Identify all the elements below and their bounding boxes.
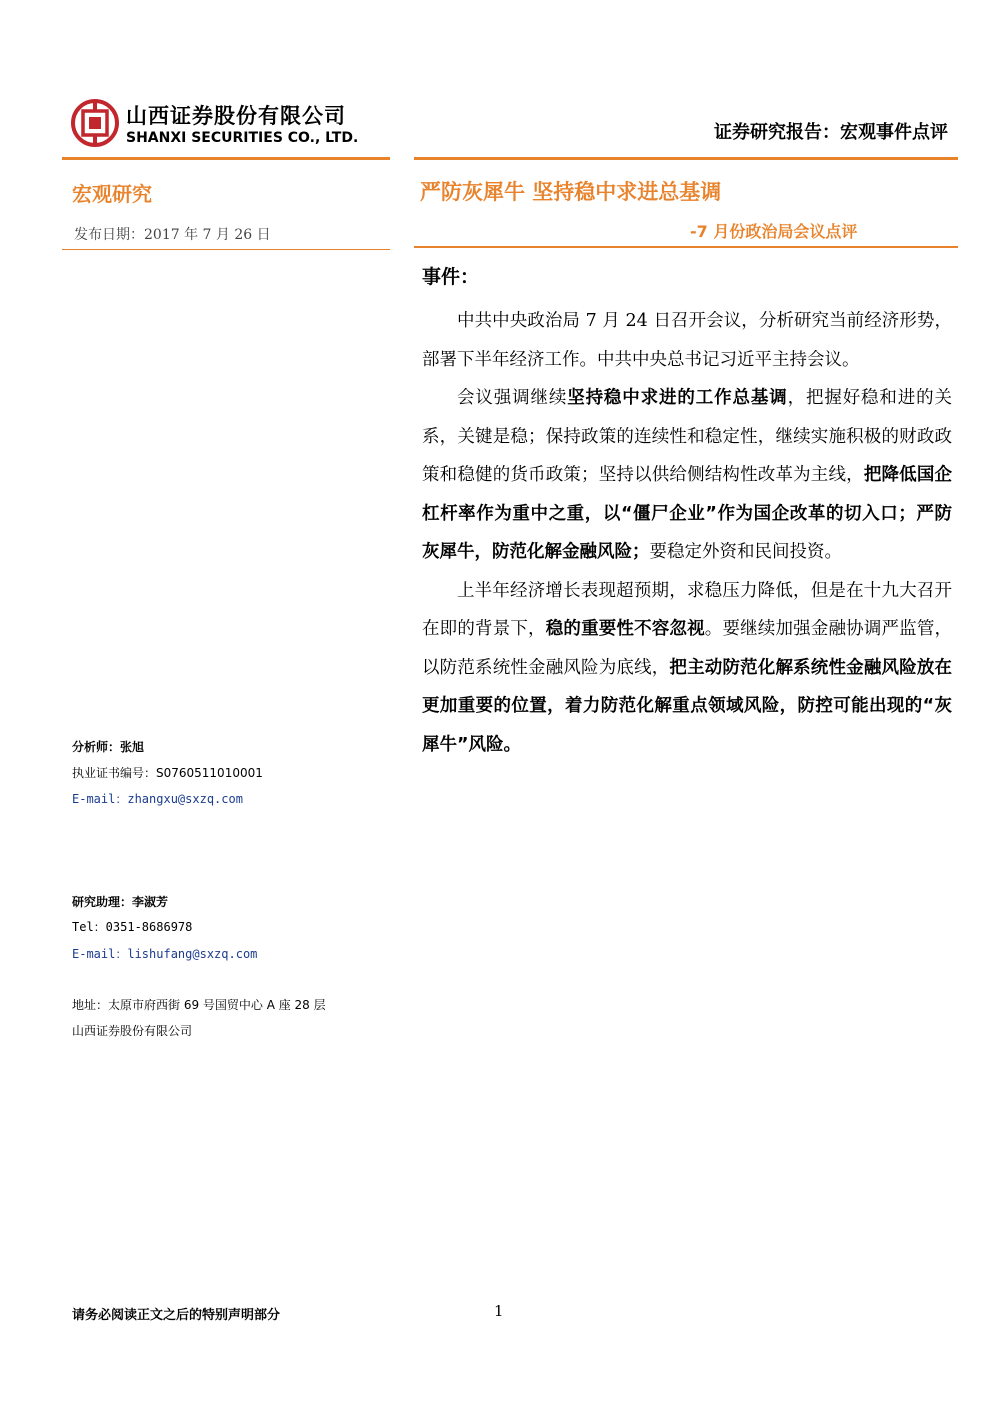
divider-left [62, 249, 390, 250]
assistant-name: 研究助理：李淑芳 [72, 895, 169, 909]
assistant-email-link[interactable]: E-mail：lishufang@sxzq.com [72, 947, 258, 961]
paragraph-1: 中共中央政治局 7 月 24 日召开会议，分析研究当前经济形势，部署下半年经济工作。中共中央总书记习近平主持会议。 [422, 311, 952, 370]
report-body [422, 302, 952, 764]
section-title: 宏观研究 [72, 182, 152, 206]
p2-bold-d: 把降低国企杠杆率作为重中之重，以“僵尸企业”作为国企改革的切入口；严防灰犀牛，防范化解金融风险； [422, 465, 953, 562]
analyst-email-link[interactable]: E-mail：zhangxu@sxzq.com [72, 792, 243, 806]
page-number: 1 [494, 1302, 504, 1320]
disclaimer-note: 请务必阅读正文之后的特别声明部分 [72, 1308, 281, 1323]
p2-text-a: 会议强调继续 [457, 388, 568, 408]
report-subtitle: -7 月份政治局会议点评 [690, 222, 858, 241]
paragraph-3 [422, 572, 952, 765]
divider-right [414, 246, 958, 248]
p2-bold-b: 坚持稳中求进的工作总基调 [567, 388, 788, 408]
event-heading: 事件： [422, 266, 480, 288]
analyst-name: 分析师：张旭 [72, 740, 145, 754]
company-logo-icon [70, 98, 120, 148]
header-rule-left [62, 157, 390, 160]
p2-text-e: 要稳定外资和民间投资。 [649, 542, 842, 562]
report-type: 证券研究报告：宏观事件点评 [714, 122, 948, 143]
analyst-license: 执业证书编号：S0760511010001 [72, 766, 263, 780]
assistant-tel: Tel：0351-8686978 [72, 920, 193, 934]
paragraph-2 [422, 379, 952, 572]
header-rule-right [414, 157, 958, 160]
p2-text-c: ，把握好稳和进的关系，关键是稳；保持政策的连续性和稳定性，继续实施积极的财政政策和稳健的货币政策；坚持以供给侧结构性改革为主线， [422, 388, 953, 485]
company-footer-name: 山西证券股份有限公司 [72, 1024, 193, 1038]
p3-bold-b: 稳的重要性不容忽视 [545, 619, 705, 639]
p3-text-c: 。要继续加强金融协调严监管，以防范系统性金融风险为底线， [422, 619, 953, 678]
company-name-cn: 山西证券股份有限公司 [126, 104, 346, 128]
publish-date: 发布日期：2017 年 7 月 26 日 [74, 227, 271, 243]
p3-bold-d: 把主动防范化解系统性金融风险放在更加重要的位置，着力防范化解重点领域风险，防控可能出现的“灰犀牛”风险。 [422, 657, 953, 755]
company-address: 地址：太原市府西街 69 号国贸中心 A 座 28 层 [72, 998, 326, 1012]
report-title: 严防灰犀牛 坚持稳中求进总基调 [420, 180, 722, 204]
company-name-en: SHANXI SECURITIES CO., LTD. [126, 130, 359, 146]
p3-text-a: 上半年经济增长表现超预期，求稳压力降低，但是在十九大召开在即的背景下， [422, 580, 952, 639]
